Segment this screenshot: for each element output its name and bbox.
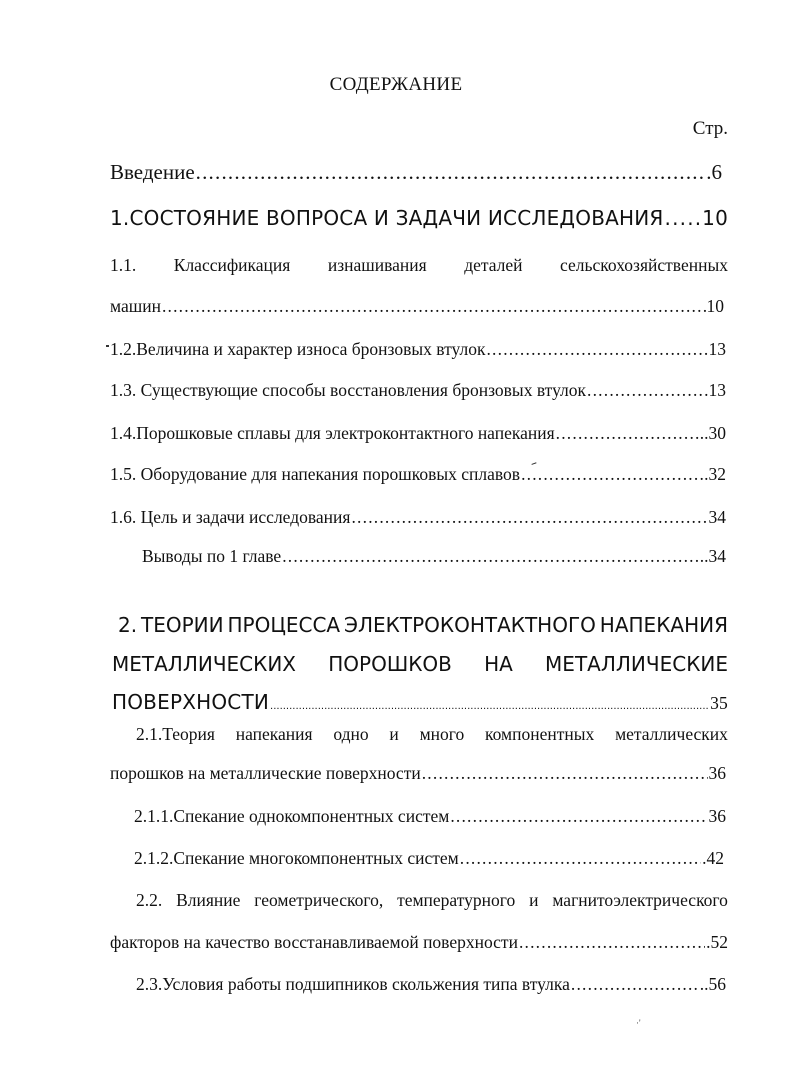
toc-entry-page: 13 xyxy=(708,339,726,359)
toc-entry-1-4 xyxy=(110,423,726,444)
leader-dots xyxy=(519,932,705,953)
toc-entry-page: .42 xyxy=(702,848,724,868)
toc-entry-label: машин xyxy=(110,296,161,316)
chapter-page: 10 xyxy=(702,206,728,230)
word: 1.1. xyxy=(110,255,137,275)
leader-dots xyxy=(196,160,706,185)
toc-entry-label: 2.1.1.Спекание однокомпонентных систем xyxy=(134,806,450,826)
toc-entry-page: ..30 xyxy=(699,423,726,443)
word: металлических xyxy=(615,724,728,744)
word: много xyxy=(419,724,465,744)
word: температурного xyxy=(397,890,516,910)
toc-entry-page: 36 xyxy=(708,763,726,783)
toc-entry-label: порошков на металлические поверхности xyxy=(110,763,421,783)
toc-entry-label: 1.2.Величина и характер износа бронзовых втулок xyxy=(110,339,486,359)
toc-entry-1-3 xyxy=(110,380,726,401)
toc-entry-label: 1.4.Порошковые сплавы для электроконтактного напекания xyxy=(110,423,555,443)
leader-dots xyxy=(486,339,707,360)
leader-dots xyxy=(422,763,708,784)
word: напекания xyxy=(235,724,313,744)
word: НА xyxy=(484,652,513,676)
word: 2.2. xyxy=(136,890,163,910)
word: 2.1.Теория xyxy=(136,724,215,744)
toc-entry-page: .52 xyxy=(706,932,728,952)
toc-entry-label: Выводы по 1 главе xyxy=(142,546,282,566)
word: компонентных xyxy=(485,724,595,744)
toc-entry-page: 34 xyxy=(708,507,726,527)
toc-title: СОДЕРЖАНИЕ xyxy=(329,74,463,95)
toc-entry-1-6 xyxy=(110,507,726,528)
page-column-header: Стр. xyxy=(692,118,728,139)
toc-chapter-2-line2 xyxy=(112,652,728,676)
leader-dots xyxy=(270,690,709,714)
word: МЕТАЛЛИЧЕСКИХ xyxy=(112,652,297,676)
toc-entry-page: 36 xyxy=(708,806,726,826)
leader-dots xyxy=(351,507,707,528)
toc-chapter-2-line3 xyxy=(112,690,728,714)
word: НАПЕКАНИЯ xyxy=(599,613,728,637)
toc-entry-1-1-line2 xyxy=(110,296,724,317)
leader-dots xyxy=(571,974,699,995)
toc-entry-page: ..34 xyxy=(699,546,726,566)
leader-dots xyxy=(587,380,703,401)
leader-dots xyxy=(162,296,706,317)
scan-mark xyxy=(106,345,109,347)
toc-entry-2-1-2 xyxy=(134,848,724,869)
toc-entry-label: 1.5. Оборудование для напекания порошковых сплавов xyxy=(110,464,521,484)
toc-chapter-2-line1 xyxy=(118,613,728,637)
word: и xyxy=(389,724,399,744)
toc-entry-label: факторов на качество восстанавливаемой поверхности xyxy=(110,932,518,952)
word: МЕТАЛЛИЧЕСКИЕ xyxy=(545,652,728,676)
toc-entry-label: Введение xyxy=(110,160,195,184)
leader-dots xyxy=(665,206,702,230)
word: ПОРОШКОВ xyxy=(328,652,452,676)
toc-entry-page: .6 xyxy=(706,160,722,184)
toc-entry-2-1-line1 xyxy=(136,724,728,745)
leader-dots xyxy=(450,806,707,827)
word: ЭЛЕКТРОКОНТАКТНОГО xyxy=(344,613,596,637)
scan-mark: ·' xyxy=(636,1018,641,1028)
chapter-title: 1.СОСТОЯНИЕ ВОПРОСА И ЗАДАЧИ ИССЛЕДОВАНИЯ xyxy=(110,206,664,230)
word: магнитоэлектрического xyxy=(552,890,728,910)
toc-entry-1-2 xyxy=(110,339,726,360)
toc-entry-page: .13 xyxy=(704,380,726,400)
toc-entry-label: 2.3.Условия работы подшипников скольжения типа втулка xyxy=(136,974,570,994)
leader-dots xyxy=(282,546,699,567)
leader-dots xyxy=(460,848,701,869)
toc-entry-1-5 xyxy=(110,464,726,485)
toc-entry-label: 1.6. Цель и задачи исследования xyxy=(110,507,351,527)
toc-entry-page: 10 xyxy=(706,296,724,316)
toc-entry-1-1-line1 xyxy=(110,255,728,276)
word: 2. xyxy=(118,613,138,637)
toc-chapter-1 xyxy=(110,206,728,230)
word: изнашивания xyxy=(327,255,427,275)
toc-entry-2-1-1 xyxy=(134,806,726,827)
toc-entry-page: ..56 xyxy=(699,974,726,994)
toc-entry-2-3 xyxy=(136,974,726,995)
word: сельскохозяйственных xyxy=(560,255,728,275)
word: геометрического, xyxy=(254,890,384,910)
word: деталей xyxy=(464,255,523,275)
toc-entry-label: 1.3. Существующие способы восстановления бронзовых втулок xyxy=(110,380,587,400)
word: Классификация xyxy=(173,255,291,275)
toc-entry-2-1-line2 xyxy=(110,763,726,784)
word: ПРОЦЕССА xyxy=(227,613,341,637)
toc-entry-intro xyxy=(110,160,722,185)
leader-dots xyxy=(521,464,703,485)
toc-entry-conclusions-1 xyxy=(142,546,726,567)
toc-entry-label: 2.1.2.Спекание многокомпонентных систем xyxy=(134,848,459,868)
word: ТЕОРИИ xyxy=(141,613,224,637)
word: Влияние xyxy=(176,890,241,910)
leader-dots xyxy=(556,423,699,444)
chapter-page: 35 xyxy=(710,693,728,713)
word: и xyxy=(529,890,539,910)
toc-entry-2-2-line1 xyxy=(136,890,728,911)
chapter-title: ПОВЕРХНОСТИ xyxy=(112,690,270,714)
word: одно xyxy=(333,724,369,744)
toc-entry-2-2-line2 xyxy=(110,932,728,953)
toc-entry-page: .32 xyxy=(704,464,726,484)
